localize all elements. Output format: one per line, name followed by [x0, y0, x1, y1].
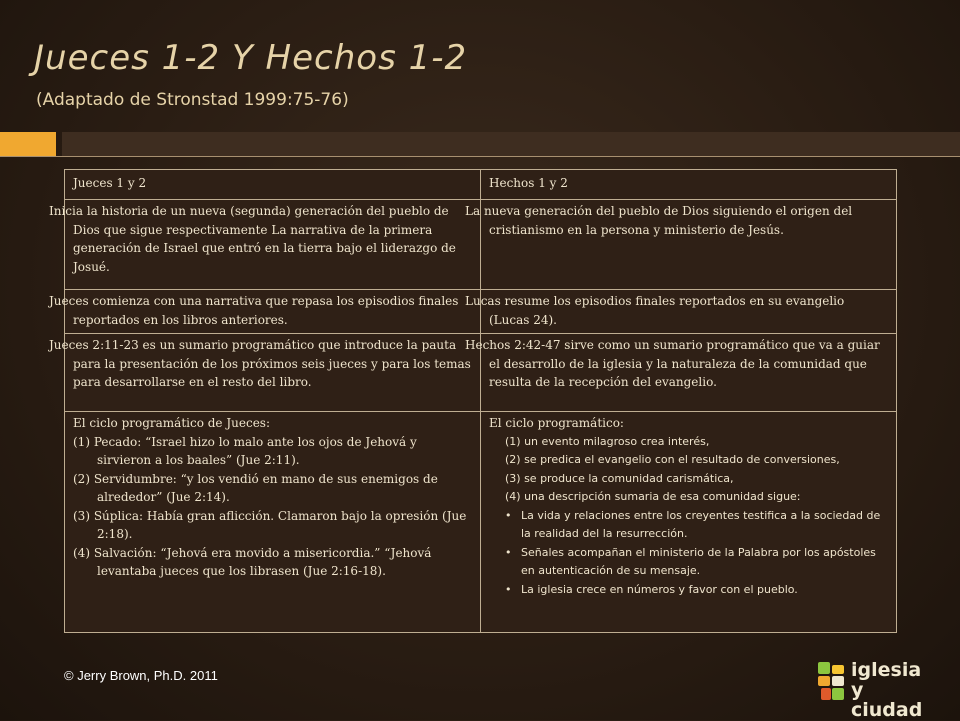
table-header-row — [65, 170, 897, 200]
slide-title: Jueces 1-2 Y Hechos 1-2 — [34, 38, 468, 78]
cycle-jueces-item: (3) Súplica: Había gran aflicción. Clamaron bajo la opresión (Jue 2:18). — [73, 508, 467, 541]
iglesia-y-ciudad-logo — [818, 659, 938, 721]
title-rule-line — [0, 156, 960, 157]
cycle-jueces-item: (1) Pecado: “Israel hizo lo malo ante los ojos de Jehová y sirvieron a los baales” (Jue 2:11). — [73, 434, 417, 467]
bullet-dot-icon: • — [505, 508, 512, 522]
cycle-hechos-step: (4) una descripción sumaria de esa comunidad sigue: — [505, 490, 801, 503]
bullet-text: La vida y relaciones entre los creyentes testifica a la sociedad de la realidad del la resurrección. — [521, 508, 881, 540]
cycle-hechos-bullet — [489, 507, 888, 544]
cycle-jueces-heading: El ciclo programático de Jueces: — [73, 416, 270, 430]
row1-jueces-cell: Inicia la historia de un nueva (segunda) generación del pueblo de Dios que sigue respectivamente La narrativa de la primera generación de Israel que entró en la tierra bajo el liderazgo de Josué. — [65, 200, 481, 290]
comparison-table — [49, 169, 897, 633]
cycle-jueces-item: (4) Salvación: “Jehová era movido a misericordia.” “Jehová levantaba jueces que los librasen (Jue 2:16-18). — [73, 545, 432, 578]
row3-jueces-cell: Jueces 2:11-23 es un sumario programático que introduce la pauta para la presentación de los próximos seis jueces y para los temas para desarrollarse en el resto del libro. — [65, 334, 481, 412]
logo-line1: iglesia — [851, 659, 922, 681]
row3-hechos-cell: Hechos 2:42-47 sirve como un sumario programático que va a guiar el desarrollo de la iglesia y la naturaleza de la comunidad que resulta de la recepción del evangelio. — [481, 334, 897, 412]
logo-text — [851, 660, 938, 720]
row1-hechos-cell: La nueva generación del pueblo de Dios siguiendo el origen del cristianismo en la persona y ministerio de Jesús. — [481, 200, 897, 290]
cycle-jueces-cell — [65, 412, 481, 633]
cycle-hechos-step: (2) se predica el evangelio con el resultado de conversiones, — [505, 453, 840, 466]
cycle-hechos-step: (3) se produce la comunidad carismática, — [505, 471, 734, 485]
cycle-hechos-step: (1) un evento milagroso crea interés, — [505, 434, 710, 448]
title-rule-bar — [62, 132, 960, 156]
table-row — [65, 412, 897, 633]
copyright-footer: © Jerry Brown, Ph.D. 2011 — [64, 668, 218, 683]
header-hechos: Hechos 1 y 2 — [481, 170, 897, 200]
header-jueces: Jueces 1 y 2 — [65, 170, 481, 200]
slide-subtitle: (Adaptado de Stronstad 1999:75-76) — [36, 90, 349, 110]
table-row — [65, 334, 897, 412]
logo-line2: y ciudad — [851, 679, 923, 721]
cycle-hechos-cell — [481, 412, 897, 633]
accent-bar — [0, 132, 56, 156]
cycle-hechos-bullet — [489, 581, 888, 600]
bullet-text: La iglesia crece en números y favor con el pueblo. — [521, 582, 798, 596]
row2-jueces-cell: Jueces comienza con una narrativa que repasa los episodios finales reportados en los libros anteriores. — [65, 290, 481, 334]
cycle-jueces-item: (2) Servidumbre: “y los vendió en mano de sus enemigos de alrededor” (Jue 2:14). — [73, 471, 438, 504]
row2-hechos-cell: Lucas resume los episodios finales reportados en su evangelio (Lucas 24). — [481, 290, 897, 334]
logo-mark-icon — [818, 662, 848, 700]
table-row — [65, 290, 897, 334]
bullet-dot-icon: • — [505, 545, 512, 559]
cycle-hechos-bullet — [489, 544, 888, 581]
bullet-dot-icon: • — [505, 582, 512, 596]
cycle-hechos-heading: El ciclo programático: — [489, 416, 624, 430]
bullet-text: Señales acompañan el ministerio de la Palabra por los apóstoles en autenticación de su mensaje. — [521, 545, 876, 577]
cycle-hechos-list — [489, 433, 888, 600]
table-row — [65, 200, 897, 290]
